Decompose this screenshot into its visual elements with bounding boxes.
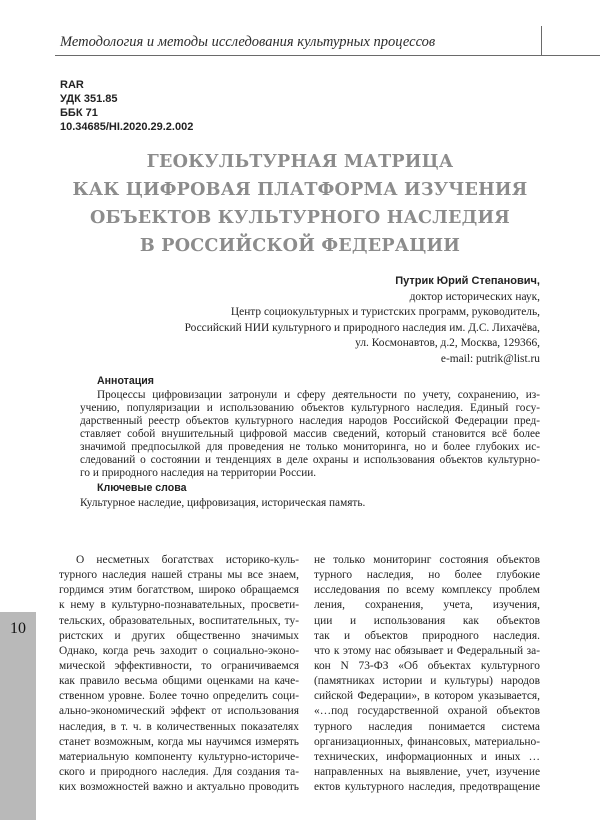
body-column-right (314, 553, 540, 795)
title-line: ОБЪЕКТОВ КУЛЬТУРНОГО НАСЛЕДИЯ (89, 207, 511, 228)
author-name: Путрик Юрий Степанович, (395, 275, 540, 287)
running-header: Методология и методы исследования культурных процессов (60, 34, 436, 50)
body-line: турного наследия нашей страны мы все знаем, (59, 569, 299, 582)
title-line: В РОССИЙСКОЙ ФЕДЕРАЦИИ (139, 235, 461, 256)
author-address: ул. Космонавтов, д.2, Москва, 129366, (355, 337, 540, 349)
body-line: ально-экономический эффект от использования (59, 705, 299, 718)
body-line: Однако, когда речь заходит о социально-эконо- (59, 644, 299, 657)
meta-udc: УДК 351.85 (60, 93, 118, 105)
body-line: так и объектов природного наследия. (314, 629, 540, 642)
meta-doi: 10.34685/HI.2020.29.2.002 (60, 121, 194, 133)
body-line: организационных, финансовых, материально- (314, 735, 540, 748)
article-metadata (60, 78, 193, 134)
author-position: Центр социокультурных и туристских программ, руководитель, (230, 306, 540, 318)
body-line: турного наследия понимается система (314, 720, 540, 733)
page-number-tab (0, 612, 36, 820)
body-line: наследия, в т. ч. в количественных показателях (59, 720, 299, 733)
body-line: гордимся этим богатством, широко обращаемся (59, 584, 299, 597)
abstract-line: учению, популяризации и использованию объектов культурного наследия. Единый госу- (80, 402, 540, 414)
body-line: О несметных богатствах историко-куль- (76, 554, 299, 566)
abstract-line: Процессы цифровизации затронули и сферу деятельности по учету, сохранению, из- (97, 389, 540, 401)
abstract-line: значимой предпосылкой для проведения не только мониторинга, но и более глубоких ис- (80, 441, 540, 453)
author-block (185, 274, 540, 367)
author-email: e-mail: putrik@list.ru (440, 352, 540, 365)
abstract-line: ставляет собой внушительный цифровой массив сведений, который становится всё более (80, 428, 540, 440)
article-title (70, 148, 530, 260)
body-line: исследования по всему комплексу проблем (314, 584, 540, 597)
body-line: станет возможным, когда мы научимся измерять (59, 735, 299, 748)
title-line: ГЕОКУЛЬТУРНАЯ МАТРИЦА (146, 151, 454, 172)
body-line: кон N 73-ФЗ «Об объектах культурного (314, 659, 540, 672)
meta-rar: RAR (60, 79, 84, 91)
body-line: что к этому нас обязывает и Федеральный за- (314, 644, 540, 657)
keywords-heading: Ключевые слова (97, 482, 187, 494)
author-degree: доктор исторических наук, (409, 290, 540, 303)
abstract-line: дарственный реестр объектов культурного наследия народов Российской Федерации пред- (80, 415, 540, 427)
body-line: ции и использования как объектов (314, 614, 540, 627)
body-line: ристских и других общественно значимых (59, 629, 299, 642)
body-line: технических, информационных и иных … (314, 750, 540, 763)
abstract-line: следований о состоянии и тенденциях в деле охраны и использования объектов культурно- (80, 454, 540, 466)
header-divider-vertical (541, 26, 542, 56)
body-line: к нему в культурно-познавательных, просвети- (59, 599, 299, 612)
body-line: как правило весьма общими оценками на каче- (59, 675, 299, 688)
body-line: ектов культурного наследия, предотвращение (314, 781, 540, 794)
meta-bbk: ББК 71 (60, 107, 98, 119)
body-line: ления, сохранения, учета, изучения, (314, 599, 540, 612)
keywords-text: Культурное наследие, цифровизация, историческая память. (80, 497, 366, 509)
abstract-heading: Аннотация (97, 375, 154, 387)
body-line: не только мониторинг состояния объектов (314, 554, 540, 566)
body-line: сийской Федерации», в котором указывается, (314, 690, 540, 703)
body-line: направленных на выявление, учет, изучение (314, 765, 540, 778)
page-number: 10 (10, 620, 26, 637)
body-line: турного наследия, но более глубокие (314, 569, 540, 582)
header-divider (55, 55, 600, 56)
body-line: тельских, образовательных, воспитательных, ту- (59, 614, 299, 627)
body-column-left (59, 553, 299, 795)
body-line: ского и природного наследия. Для создания та- (59, 765, 299, 778)
body-line: (памятниках истории и культуры) народов (314, 675, 540, 688)
title-line: КАК ЦИФРОВАЯ ПЛАТФОРМА ИЗУЧЕНИЯ (72, 179, 528, 200)
body-line: мической эффективности, то ограничиваемся (59, 659, 299, 672)
author-institution: Российский НИИ культурного и природного наследия им. Д.С. Лихачёва, (184, 321, 540, 334)
body-line: материальную компоненту культурно-историче- (59, 750, 299, 763)
body-line: ких возможностей важно и актуально проводить (59, 781, 299, 794)
abstract-line: го и природного наследия на территории России. (80, 467, 317, 479)
body-line: «…под государственной охраной объектов (314, 705, 540, 718)
body-line: ственном уровне. Более точно определить соци- (59, 690, 299, 703)
